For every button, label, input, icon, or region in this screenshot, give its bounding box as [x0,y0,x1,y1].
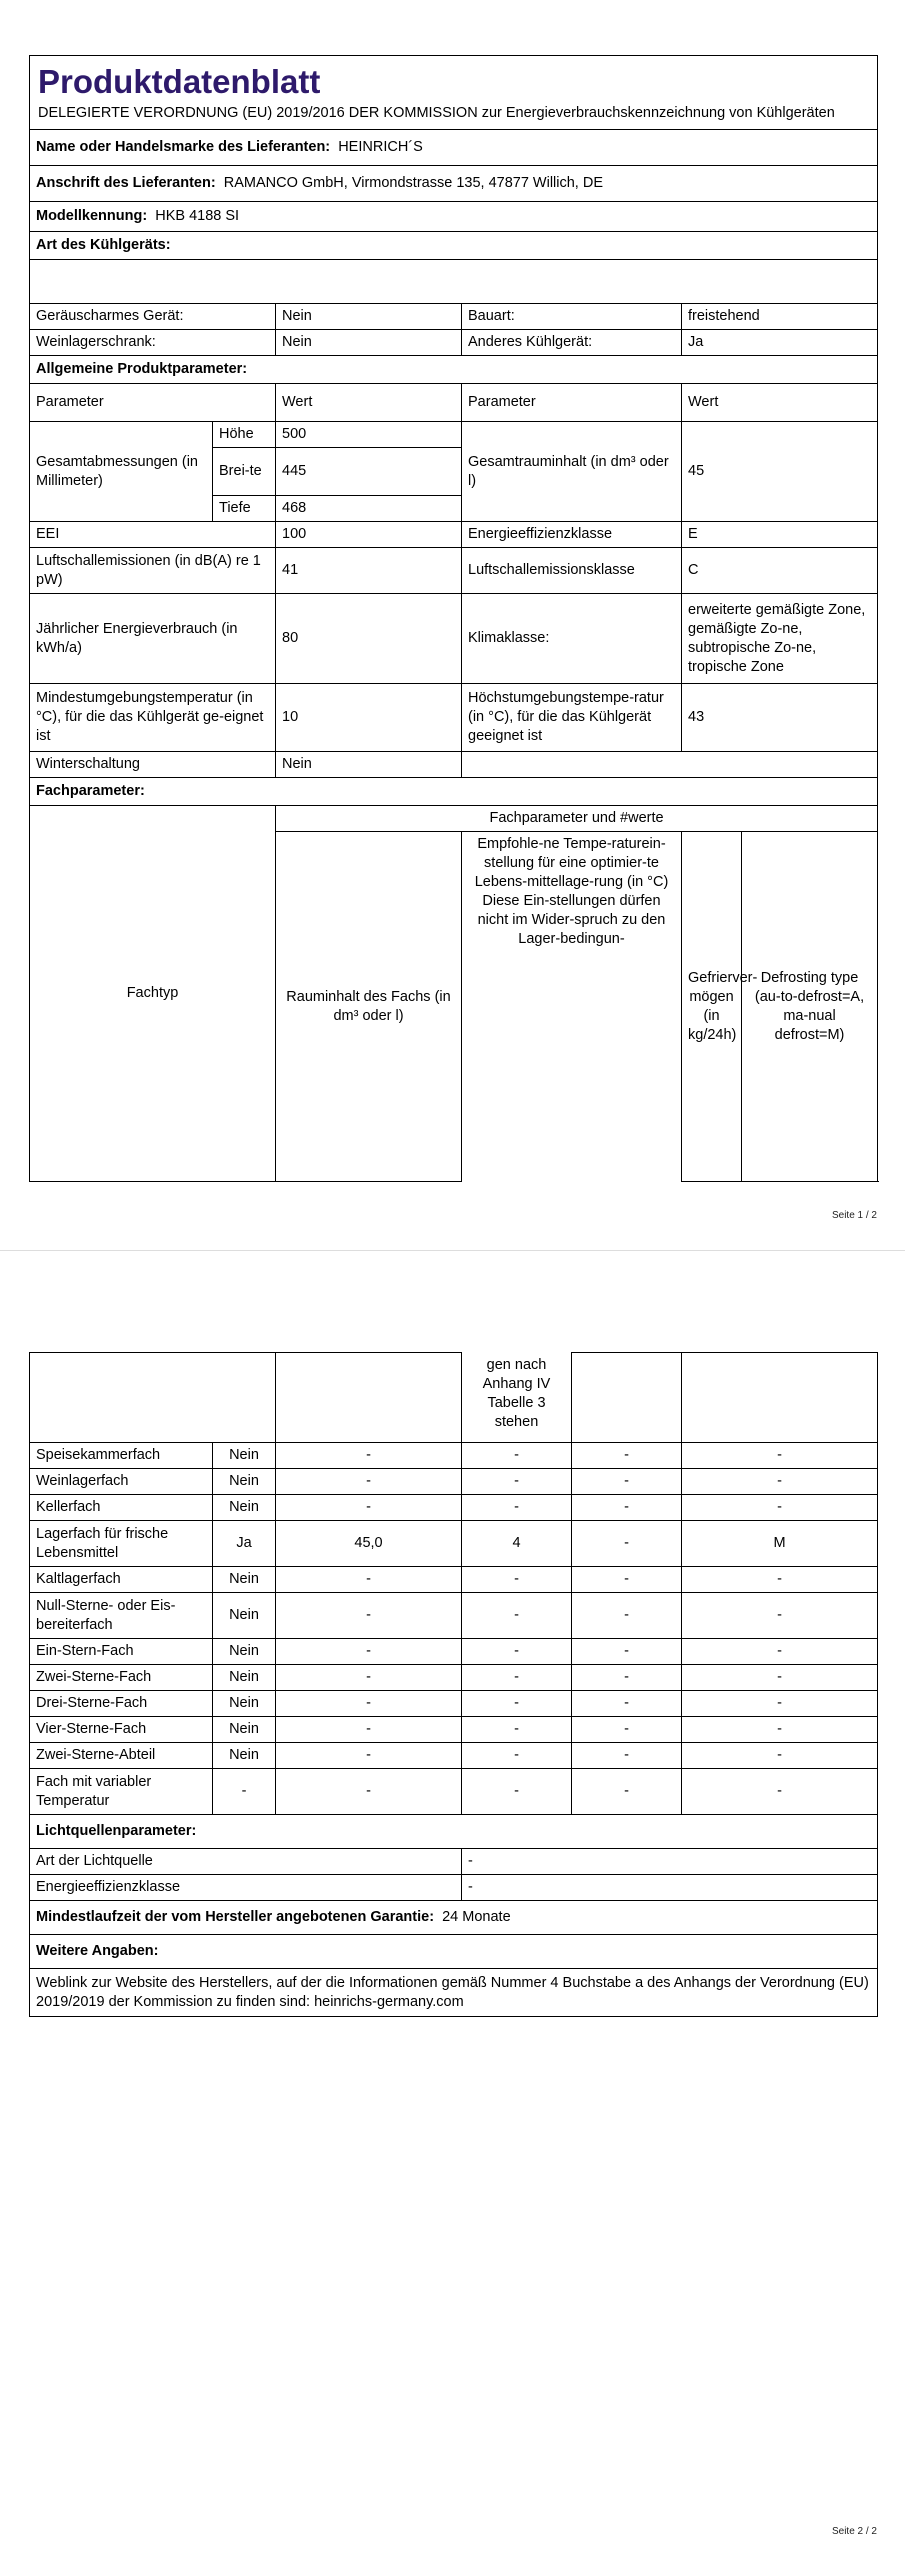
type-value-4: Ja [682,330,878,356]
col-parameter-2: Parameter [462,384,682,422]
volume-value: 45 [682,422,878,522]
compartment-name: Lagerfach für frische Lebensmittel [30,1521,213,1567]
compartment-name: Zwei-Sterne-Fach [30,1665,213,1691]
compartment-defrost: - [682,1691,878,1717]
compartment-defrost: - [682,1567,878,1593]
page-number-1: Seite 1 / 2 [831,1210,877,1221]
height-value: 500 [276,422,462,448]
light-type-value: - [462,1849,878,1875]
compartment-present: Nein [213,1593,276,1639]
compartment-temp: - [462,1665,572,1691]
col-parameter: Parameter [30,384,276,422]
min-temp-value: 10 [276,684,462,752]
compartments-heading: Fachparameter: [30,778,878,806]
model-value: HKB 4188 SI [155,208,240,224]
model-row [30,202,878,232]
compartment-volume: - [276,1593,462,1639]
compartment-volume: - [276,1665,462,1691]
compartment-freeze: - [572,1443,682,1469]
type-label-1: Geräuscharmes Gerät: [30,304,276,330]
page-title: Produktdatenblatt [38,63,321,100]
height-label: Höhe [213,422,276,448]
col-freeze: Gefrierver-mögen (in kg/24h) [682,832,742,1182]
compartment-name: Ein-Stern-Fach [30,1639,213,1665]
supplier-row [30,130,878,166]
compartment-volume: - [276,1567,462,1593]
compartment-present: - [213,1769,276,1815]
compartment-volume: - [276,1743,462,1769]
type-label-2: Bauart: [462,304,682,330]
compartment-row [30,1639,878,1665]
type-heading: Art des Kühlgeräts: [30,232,878,260]
compartment-row [30,1593,878,1639]
address-row [30,166,878,202]
light-class-label: Energieeffizienzklasse [30,1875,462,1901]
compartment-volume: 45,0 [276,1521,462,1567]
compartment-present: Nein [213,1495,276,1521]
warranty-value: 24 Monate [442,1909,511,1925]
eei-value: 100 [276,522,462,548]
compartment-present: Nein [213,1443,276,1469]
col-defrost: Defrosting type (au-to-defrost=A, ma-nual defrost=M) [742,832,878,1182]
depth-value: 468 [276,496,462,522]
compartment-freeze: - [572,1567,682,1593]
winter-value: Nein [276,752,462,778]
compartment-defrost: M [682,1521,878,1567]
compartment-volume: - [276,1769,462,1815]
dimensions-label: Gesamtabmessungen (in Millimeter) [30,422,213,522]
compartment-name: Drei-Sterne-Fach [30,1691,213,1717]
eclass-value: E [682,522,878,548]
warranty-row [30,1901,878,1935]
compartment-freeze: - [572,1743,682,1769]
width-label: Brei-te [213,448,276,496]
compartment-row [30,1521,878,1567]
col-fachtyp: Fachtyp [30,806,276,1182]
type-label-3: Weinlagerschrank: [30,330,276,356]
further-text: Weblink zur Website des Herstellers, auf der die Informationen gemäß Nummer 4 Buchstabe a des Anhangs der Verordnung (EU) 2019/2019 der Kommission zu finden sind: heinrichs-germany.com [30,1969,878,2017]
eei-label: EEI [30,522,276,548]
compartment-volume: - [276,1495,462,1521]
datasheet-table-page-1 [29,55,878,1182]
consumption-value: 80 [276,594,462,684]
compartment-name: Weinlagerfach [30,1469,213,1495]
compartment-freeze: - [572,1593,682,1639]
compartment-freeze: - [572,1469,682,1495]
consumption-label: Jährlicher Energieverbrauch (in kWh/a) [30,594,276,684]
volume-label: Gesamtrauminhalt (in dm³ oder l) [462,422,682,522]
warranty-label: Mindestlaufzeit der vom Hersteller angebotenen Garantie: [36,1909,435,1925]
eclass-label: Energieeffizienzklasse [462,522,682,548]
compartment-temp: - [462,1469,572,1495]
compartment-temp: - [462,1593,572,1639]
compartment-volume: - [276,1691,462,1717]
regulation-text: DELEGIERTE VERORDNUNG (EU) 2019/2016 DER KOMMISSION zur Energieverbrauchskennzeichnung von Kühlgeräten [38,105,835,121]
compartment-defrost: - [682,1495,878,1521]
max-temp-value: 43 [682,684,878,752]
compartment-name: Kellerfach [30,1495,213,1521]
compartment-row [30,1469,878,1495]
depth-label: Tiefe [213,496,276,522]
compartment-present: Nein [213,1639,276,1665]
compartment-row [30,1665,878,1691]
compartment-temp: 4 [462,1521,572,1567]
datasheet-table-page-2 [29,1352,878,1443]
type-value-3: Nein [276,330,462,356]
compartment-temp: - [462,1567,572,1593]
compartment-name: Vier-Sterne-Fach [30,1717,213,1743]
supplier-label: Name oder Handelsmarke des Lieferanten: [36,139,331,155]
compartment-temp: - [462,1639,572,1665]
climate-label: Klimaklasse: [462,594,682,684]
model-label: Modellkennung: [36,208,148,224]
compartment-name: Speisekammerfach [30,1443,213,1469]
min-temp-label: Mindestumgebungstemperatur (in °C), für die das Kühlgerät ge-eignet ist [30,684,276,752]
col-value-2: Wert [682,384,878,422]
compartment-present: Nein [213,1469,276,1495]
noise-class-value: C [682,548,878,594]
compartment-name: Fach mit variabler Temperatur [30,1769,213,1815]
col-value: Wert [276,384,462,422]
compartment-row [30,1567,878,1593]
compartment-defrost: - [682,1717,878,1743]
general-heading: Allgemeine Produktparameter: [30,356,878,384]
type-label-4: Anderes Kühlgerät: [462,330,682,356]
compartment-name: Kaltlagerfach [30,1567,213,1593]
compartment-freeze: - [572,1769,682,1815]
col-temp-cont: gen nach Anhang IV Tabelle 3 stehen [462,1353,572,1443]
compartment-temp: - [462,1443,572,1469]
compartment-row [30,1495,878,1521]
compartment-freeze: - [572,1495,682,1521]
compartments-group-header: Fachparameter und #werte [276,806,878,832]
type-value-1: Nein [276,304,462,330]
max-temp-label: Höchstumgebungstempe-ratur (in °C), für die das Kühlgerät geeignet ist [462,684,682,752]
winter-label: Winterschaltung [30,752,276,778]
compartment-defrost: - [682,1593,878,1639]
compartment-temp: - [462,1743,572,1769]
compartment-present: Nein [213,1717,276,1743]
address-label: Anschrift des Lieferanten: [36,175,216,191]
compartment-freeze: - [572,1521,682,1567]
width-value: 445 [276,448,462,496]
light-warranty-table [29,1814,878,2017]
page-number-2: Seite 2 / 2 [831,2526,877,2537]
compartment-defrost: - [682,1769,878,1815]
light-heading: Lichtquellenparameter: [30,1815,878,1849]
compartment-freeze: - [572,1691,682,1717]
col-volume: Rauminhalt des Fachs (in dm³ oder l) [276,832,462,1182]
climate-value: erweiterte gemäßigte Zone, gemäßigte Zo-ne, subtropische Zo-ne, tropische Zone [682,594,878,684]
compartment-name: Zwei-Sterne-Abteil [30,1743,213,1769]
noise-value: 41 [276,548,462,594]
compartment-freeze: - [572,1639,682,1665]
further-heading: Weitere Angaben: [30,1935,878,1969]
compartment-defrost: - [682,1443,878,1469]
compartment-defrost: - [682,1665,878,1691]
compartment-row [30,1717,878,1743]
compartments-table [29,1442,878,1815]
compartment-present: Nein [213,1665,276,1691]
compartment-defrost: - [682,1469,878,1495]
noise-class-label: Luftschallemissionsklasse [462,548,682,594]
compartment-temp: - [462,1769,572,1815]
light-class-value: - [462,1875,878,1901]
compartment-name: Null-Sterne- oder Eis-bereiterfach [30,1593,213,1639]
col-temp: Empfohle-ne Tempe-raturein-stellung für eine optimier-te Lebens-mittellage-rung (in °C) Diese Ein-stellungen dürfen nicht im Wider-spruch zu den Lager-bedingun- [462,832,682,1182]
compartment-row [30,1691,878,1717]
type-value-2: freistehend [682,304,878,330]
compartment-temp: - [462,1495,572,1521]
compartment-volume: - [276,1717,462,1743]
compartment-freeze: - [572,1717,682,1743]
light-type-label: Art der Lichtquelle [30,1849,462,1875]
compartment-freeze: - [572,1665,682,1691]
compartment-volume: - [276,1443,462,1469]
noise-label: Luftschallemissionen (in dB(A) re 1 pW) [30,548,276,594]
page-2 [0,1250,905,2561]
supplier-value: HEINRICH´S [338,139,423,155]
compartment-row [30,1769,878,1815]
address-value: RAMANCO GmbH, Virmondstrasse 135, 47877 Willich, DE [223,175,604,191]
compartment-defrost: - [682,1743,878,1769]
compartment-volume: - [276,1469,462,1495]
compartment-row [30,1443,878,1469]
compartment-temp: - [462,1691,572,1717]
compartment-present: Nein [213,1743,276,1769]
compartment-volume: - [276,1639,462,1665]
compartment-row [30,1743,878,1769]
compartment-present: Ja [213,1521,276,1567]
compartment-defrost: - [682,1639,878,1665]
compartment-temp: - [462,1717,572,1743]
compartment-present: Nein [213,1567,276,1593]
compartment-present: Nein [213,1691,276,1717]
page-1 [0,0,905,1250]
